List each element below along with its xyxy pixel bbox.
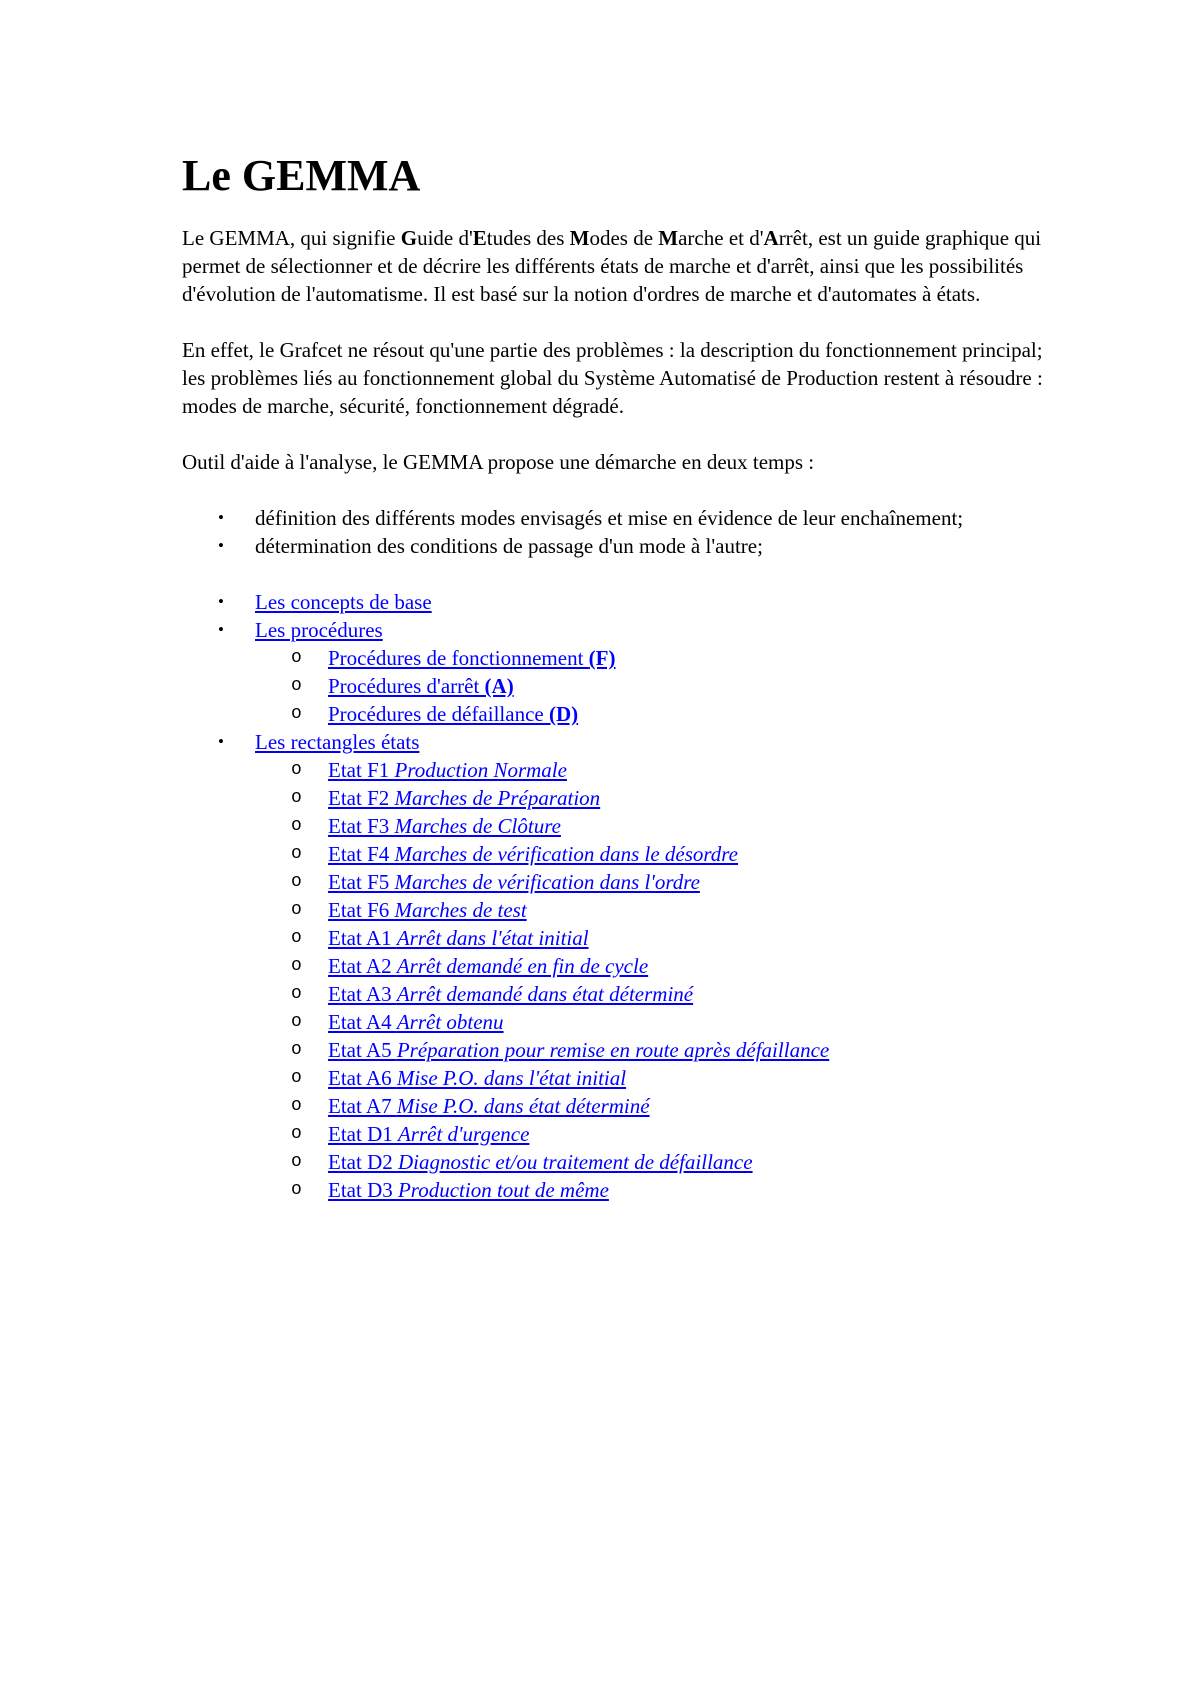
state-code: Etat D1 xyxy=(328,1122,398,1146)
list-item: • détermination des conditions de passage d'un mode à l'autre; xyxy=(182,532,1062,560)
list-item xyxy=(255,868,1062,896)
list-item xyxy=(182,588,1062,616)
link-etat-a1[interactable] xyxy=(328,926,589,950)
grafcet-paragraph: En effet, le Grafcet ne résout qu'une partie des problèmes : la description du fonctionnement principal; les problèmes liés au fonctionnement global du Système Automatisé de Production restent à résoudre : modes de marche, sécurité, fonctionnement dégradé. xyxy=(182,338,1043,418)
state-code: Etat F5 xyxy=(328,870,395,894)
list-item xyxy=(255,896,1062,924)
list-item xyxy=(255,952,1062,980)
link-etat-d1[interactable] xyxy=(328,1122,529,1146)
link-etat-f4[interactable] xyxy=(328,842,738,866)
link-etat-f5[interactable] xyxy=(328,870,700,894)
intro-paragraph xyxy=(182,224,1062,308)
state-name: Diagnostic et/ou traitement de défaillance xyxy=(397,1150,753,1174)
link-etat-a4[interactable] xyxy=(328,1010,504,1034)
state-code: Etat A6 xyxy=(328,1066,397,1090)
state-name: Marches de test xyxy=(394,898,527,922)
link-code: (F) xyxy=(588,646,616,670)
state-name: Arrêt demandé en fin de cycle xyxy=(396,954,649,978)
link-etat-a7[interactable] xyxy=(328,1094,650,1118)
state-name: Mise P.O. dans l'état initial xyxy=(396,1066,627,1090)
intro-text: uide d' xyxy=(417,226,473,250)
list-item: • définition des différents modes envisagés et mise en évidence de leur enchaînement; xyxy=(182,504,1062,532)
list-item xyxy=(255,672,1062,700)
state-name: Marches de Préparation xyxy=(394,786,601,810)
list-item xyxy=(255,700,1062,728)
state-name: Marches de vérification dans le désordre xyxy=(394,842,739,866)
analysis-paragraph: Outil d'aide à l'analyse, le GEMMA propose une démarche en deux temps : xyxy=(182,450,815,474)
states-sublist xyxy=(255,756,1062,1204)
link-etat-a6[interactable] xyxy=(328,1066,626,1090)
acronym-letter: A xyxy=(763,226,779,250)
state-code: Etat F6 xyxy=(328,898,395,922)
intro-text: rrêt, est un guide graphique qui permet de sélectionner et de décrire les différents états de marche et d'arrêt, ainsi que les possibilités d'évolution de l'automatisme. Il est basé sur la notion d'ordres de marche et d'automates à états. xyxy=(182,226,1042,306)
state-name: Production tout de même xyxy=(397,1178,609,1202)
state-code: Etat A5 xyxy=(328,1038,397,1062)
list-item xyxy=(255,1092,1062,1120)
list-item xyxy=(255,1148,1062,1176)
list-item xyxy=(255,1008,1062,1036)
list-item xyxy=(255,1064,1062,1092)
state-name: Préparation pour remise en route après défaillance xyxy=(396,1038,830,1062)
state-name: Marches de Clôture xyxy=(394,814,561,838)
list-item xyxy=(255,924,1062,952)
list-item xyxy=(182,728,1062,1204)
acronym-letter: G xyxy=(400,226,418,250)
link-rectangles-etats[interactable]: Les rectangles états xyxy=(255,730,420,754)
state-code: Etat A7 xyxy=(328,1094,397,1118)
state-code: Etat A2 xyxy=(328,954,397,978)
state-name: Arrêt demandé dans état déterminé xyxy=(396,982,694,1006)
intro-text: tudes des xyxy=(486,226,570,250)
acronym-letter: M xyxy=(569,226,590,250)
state-name: Arrêt dans l'état initial xyxy=(396,926,589,950)
link-etat-d2[interactable] xyxy=(328,1150,753,1174)
link-etat-d3[interactable] xyxy=(328,1178,609,1202)
state-code: Etat F3 xyxy=(328,814,395,838)
page-title: Le GEMMA xyxy=(182,151,421,200)
acronym-letter: M xyxy=(658,226,679,250)
list-item xyxy=(255,812,1062,840)
intro-text: arche et d' xyxy=(678,226,764,250)
state-code: Etat D3 xyxy=(328,1178,398,1202)
list-item xyxy=(255,1120,1062,1148)
link-label: Procédures de défaillance xyxy=(328,702,549,726)
state-code: Etat A1 xyxy=(328,926,397,950)
link-procedures[interactable]: Les procédures xyxy=(255,618,383,642)
link-etat-f1[interactable] xyxy=(328,758,567,782)
link-code: (A) xyxy=(484,674,514,698)
acronym-letter: E xyxy=(472,226,487,250)
state-name: Mise P.O. dans état déterminé xyxy=(396,1094,650,1118)
state-code: Etat A4 xyxy=(328,1010,397,1034)
link-label: Procédures d'arrêt xyxy=(328,674,485,698)
link-etat-f2[interactable] xyxy=(328,786,600,810)
link-procedure-f[interactable] xyxy=(328,646,616,670)
link-etat-f6[interactable] xyxy=(328,898,527,922)
state-name: Arrêt obtenu xyxy=(396,1010,504,1034)
list-item xyxy=(255,1176,1062,1204)
state-code: Etat F2 xyxy=(328,786,395,810)
list-item xyxy=(255,784,1062,812)
link-concepts-de-base[interactable]: Les concepts de base xyxy=(255,590,432,614)
state-code: Etat F1 xyxy=(328,758,395,782)
navigation-list xyxy=(182,588,1062,1204)
list-item xyxy=(255,840,1062,868)
list-item xyxy=(255,1036,1062,1064)
state-name: Arrêt d'urgence xyxy=(397,1122,530,1146)
state-code: Etat F4 xyxy=(328,842,395,866)
link-etat-a2[interactable] xyxy=(328,954,648,978)
list-item xyxy=(255,756,1062,784)
intro-text: Le GEMMA, qui signifie xyxy=(182,226,401,250)
link-code: (D) xyxy=(548,702,579,726)
list-item xyxy=(182,616,1062,728)
state-name: Marches de vérification dans l'ordre xyxy=(394,870,700,894)
link-label: Procédures de fonctionnement xyxy=(328,646,589,670)
procedures-sublist xyxy=(255,644,1062,728)
link-etat-f3[interactable] xyxy=(328,814,561,838)
link-procedure-d[interactable] xyxy=(328,702,578,726)
intro-text: odes de xyxy=(589,226,659,250)
link-etat-a3[interactable] xyxy=(328,982,693,1006)
state-name: Production Normale xyxy=(394,758,567,782)
steps-list xyxy=(182,504,1062,560)
link-etat-a5[interactable] xyxy=(328,1038,829,1062)
state-code: Etat A3 xyxy=(328,982,397,1006)
link-procedure-a[interactable] xyxy=(328,674,514,698)
document-page xyxy=(182,150,1062,1232)
state-code: Etat D2 xyxy=(328,1150,398,1174)
list-item xyxy=(255,980,1062,1008)
list-item xyxy=(255,644,1062,672)
